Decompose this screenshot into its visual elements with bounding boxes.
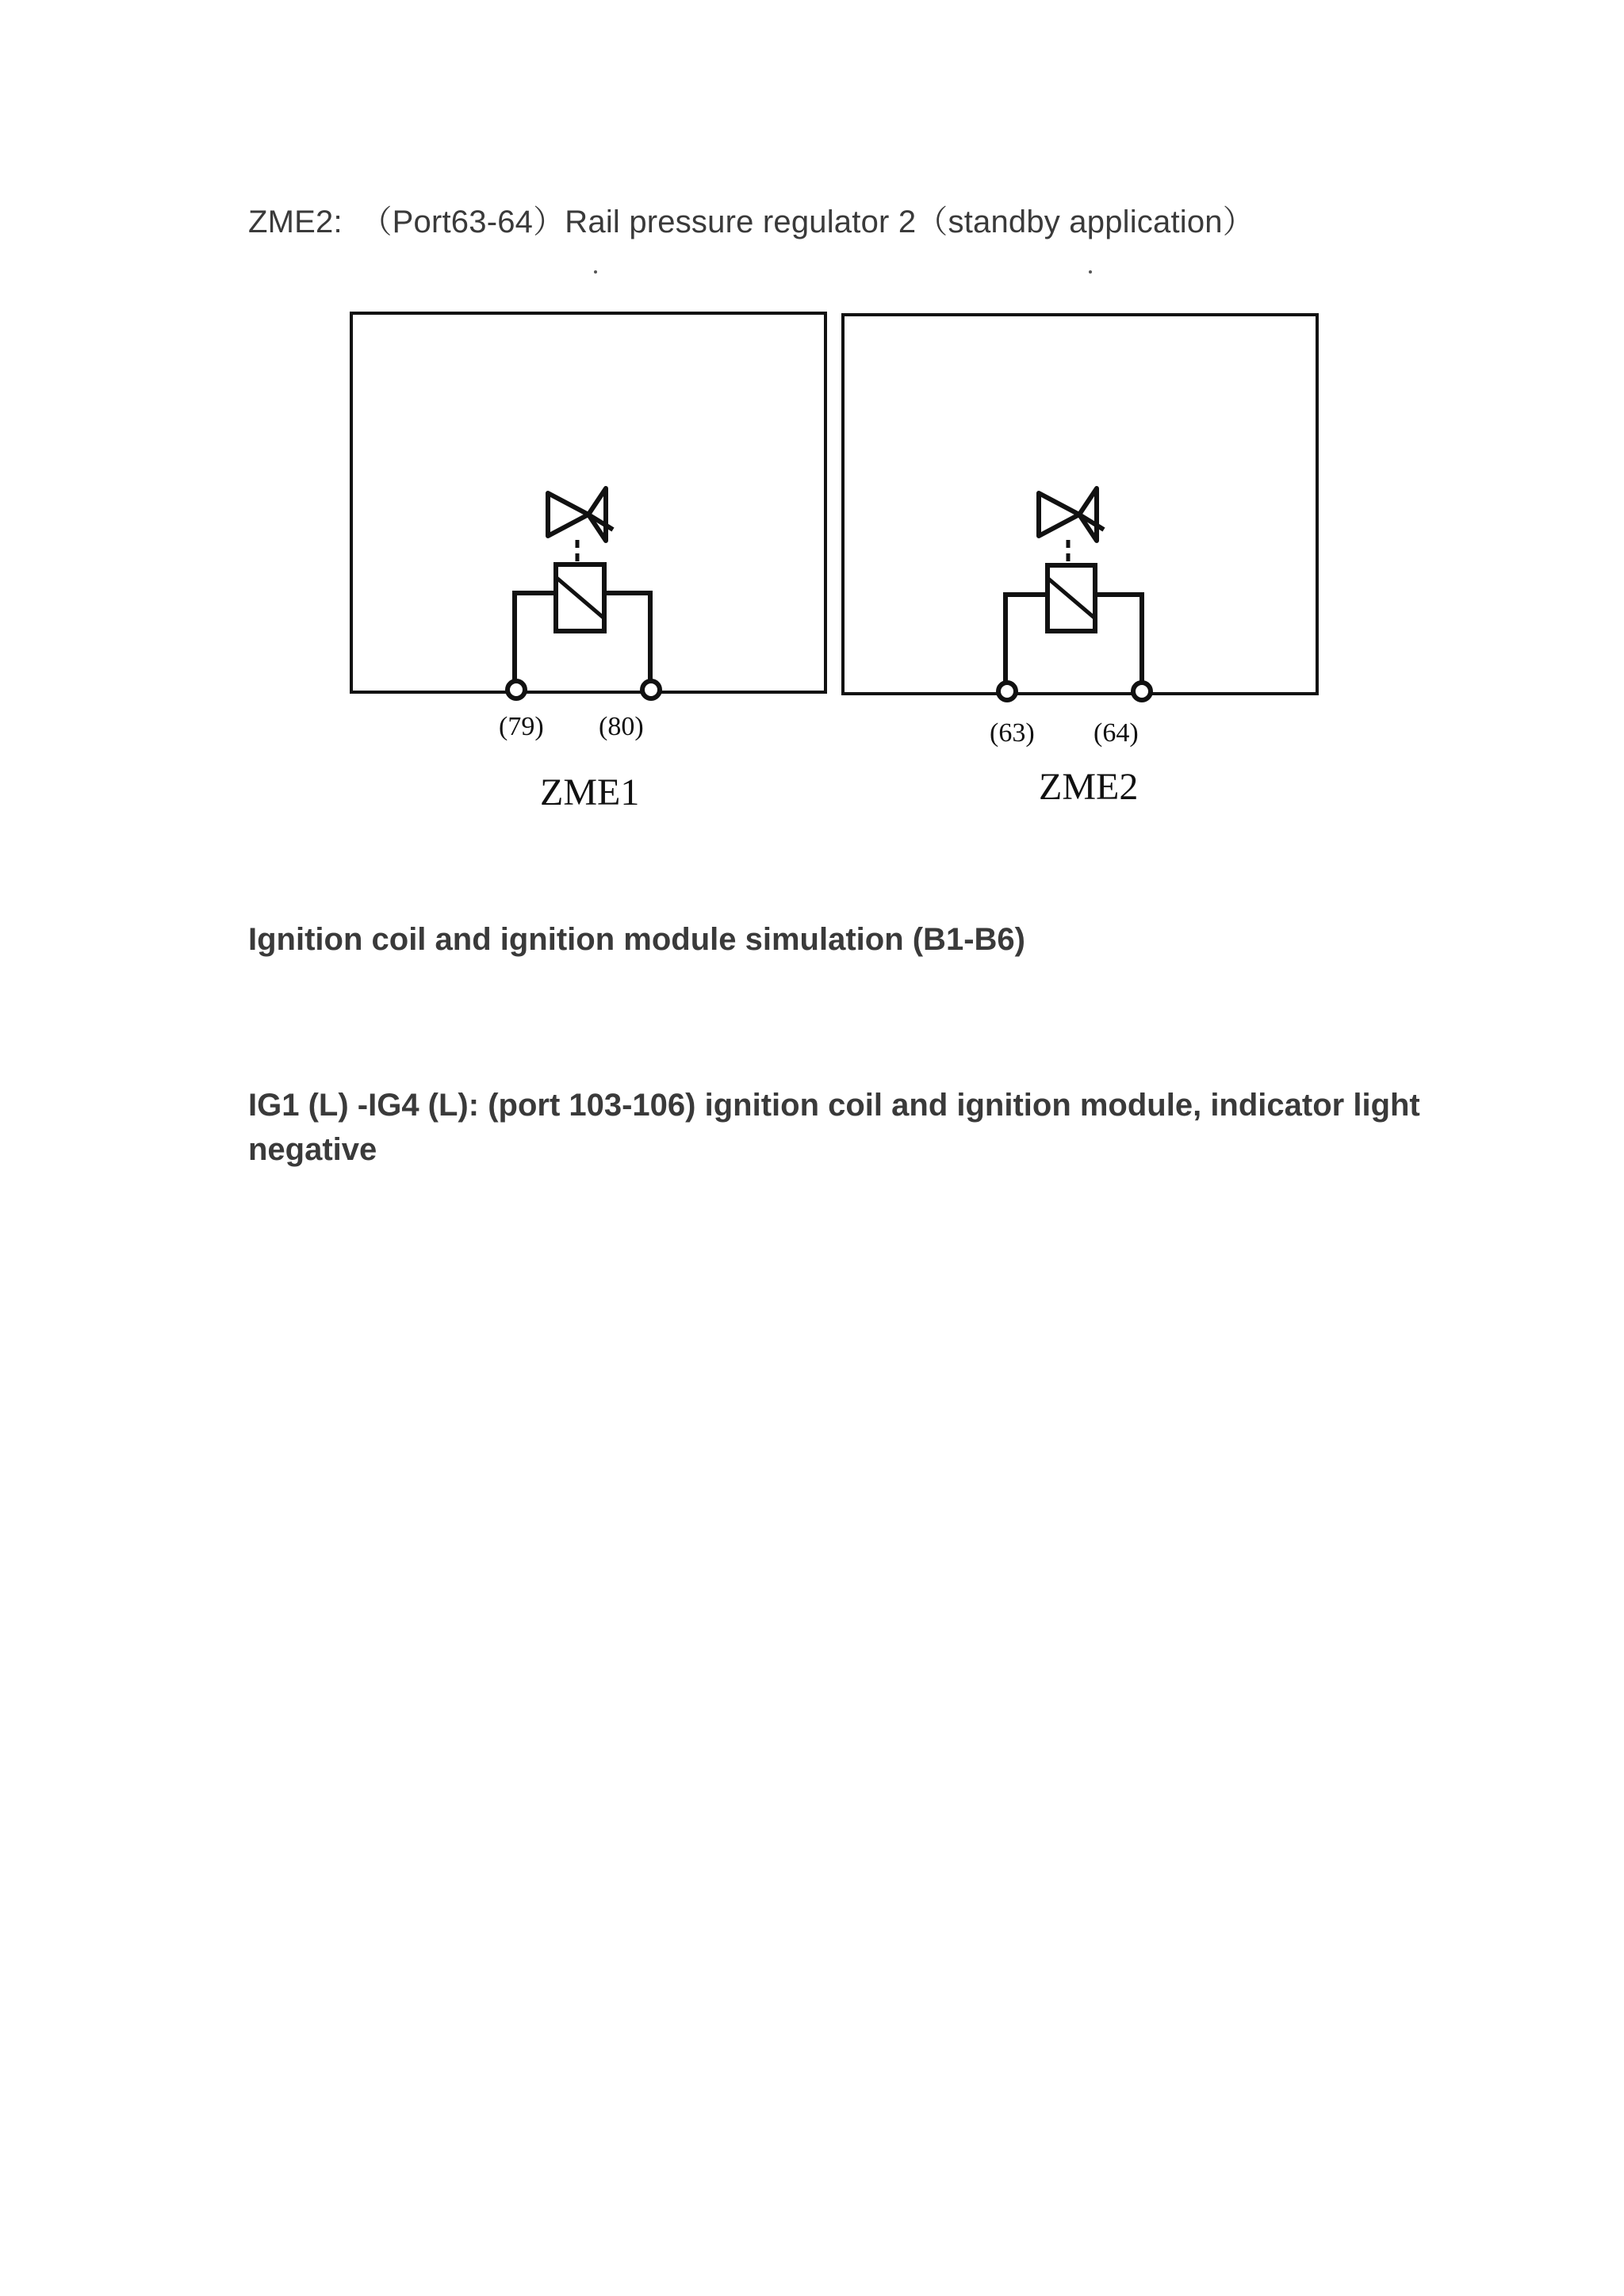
zme2-title: ZME2 [1039, 766, 1139, 808]
zme2-solenoid-icon [1048, 565, 1095, 631]
zme-wiring-diagram [0, 0, 1624, 872]
zme1-valve-icon [548, 488, 613, 541]
zme2-heading-text: （Port63-64）Rail pressure regulator 2（standby application） [360, 205, 1254, 239]
zme1-terminal-80 [642, 681, 660, 698]
zme1-frame [351, 313, 825, 692]
zme1-wires [515, 593, 650, 687]
zme1-pin-80-label: (80) [599, 712, 644, 741]
zme2-valve-icon [1039, 488, 1104, 541]
zme1-pin-79-label: (79) [499, 712, 544, 741]
zme1-panel [351, 313, 825, 813]
zme2-frame [843, 315, 1317, 694]
zme1-title: ZME1 [540, 771, 640, 813]
zme2-terminal-64 [1133, 683, 1151, 700]
zme1-terminal-79 [508, 681, 525, 698]
zme2-pin-63-label: (63) [990, 718, 1035, 748]
ignition-description: IG1 (L) -IG4 (L): (port 103-106) ignition coil and ignition module, indicator light negative [248, 1088, 1420, 1167]
zme1-solenoid-icon [556, 564, 604, 631]
zme2-heading-label: ZME2: [248, 205, 343, 239]
zme2-wires [1005, 595, 1142, 687]
zme2-terminal-63 [998, 683, 1016, 700]
zme2-panel [843, 315, 1317, 808]
zme2-pin-64-label: (64) [1094, 718, 1139, 748]
section-title: Ignition coil and ignition module simulation (B1-B6) [248, 922, 1025, 957]
